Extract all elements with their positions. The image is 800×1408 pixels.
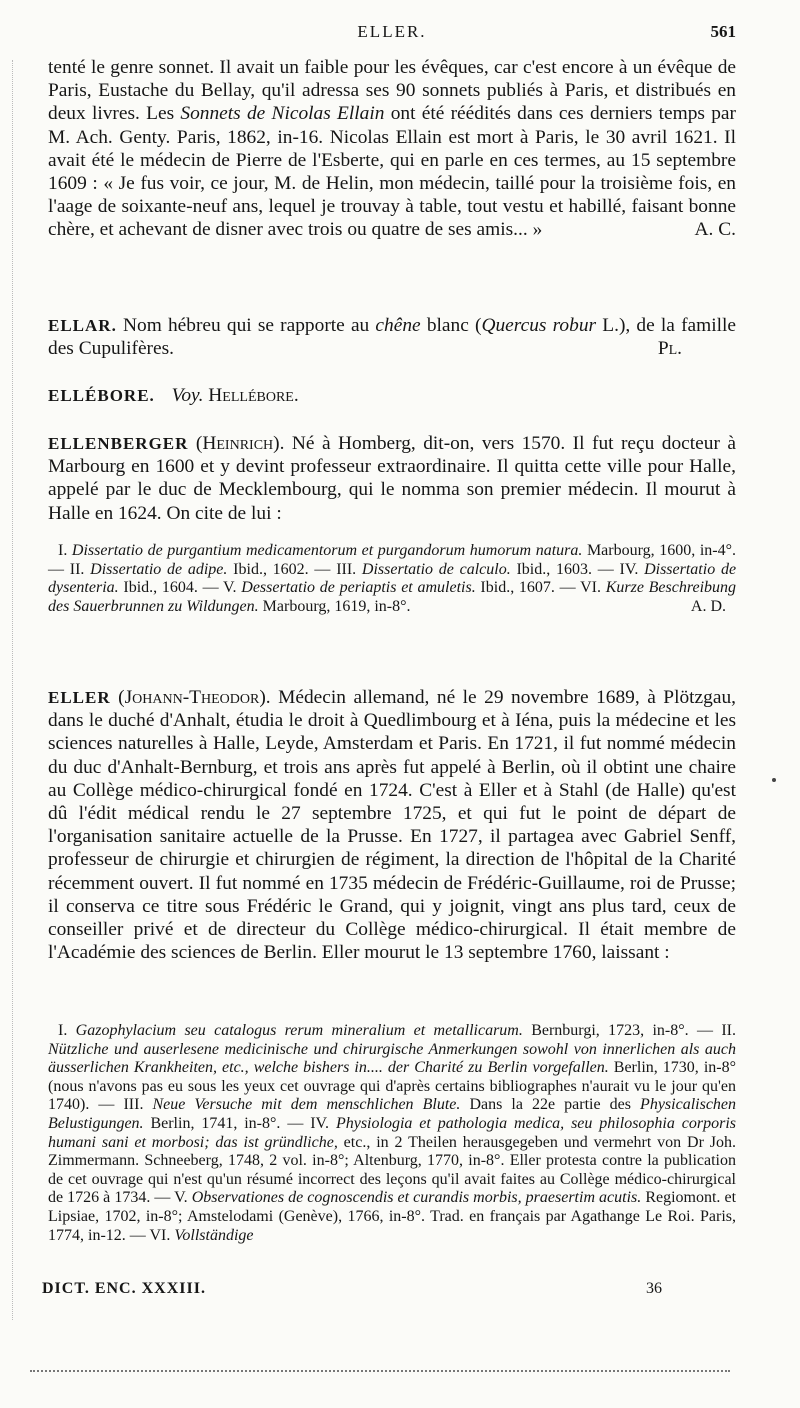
ellebore-ref: Hellébore. xyxy=(208,385,299,406)
eller-text: Médecin allemand, né le 29 novembre 1689, à Plötzgau, dans le duché d'Anhalt, étudia le droit à Quedlimbourg et à Iéna, puis la médecine et les sciences naturelles à Halle, Leyde, Amsterdam et Paris. En 1721, il fut nommé médecin du duc d'Anhalt-Bernburg, et trois ans après fut appelé à Berlin, où il obtint une chaire au Collège médico-chirurgical fondé en 1724. C'est à Eller et à Stahl (de Halle) qu'est dû l'édit médical rendu le 27 septembre 1725, et qui fut le point de départ de l'organisation sanitaire actuelle de la Prusse. En 1727, il partagea avec Gabriel Senff, professeur de chirurgie et chirurgien de régiment, la direction de l'hôpital de la Charité récemment ouvert. Il fut nommé en 1735 médecin de Frédéric-Guillaume, roi de Prusse; il conserva ce titre sous Frédéric le Grand, qui y joignit, vingt ans plus tard, ceux de conseiller privé et de directeur du Collège médico-chirurgical. Il était membre de l'Académie des sciences de Berlin. Eller mourut le 13 septembre 1760, laissant : xyxy=(48,687,736,964)
bib-rest: etc., in 2 Theilen herausgegeben und vermehrt von Dr Joh. Zimmermann. Schneeberg, 1748, 2 vol. in-8°; Altenburg, 1770, in-8°. Eller protesta contre la publication de cet ouvrage qui n'est qu'un résumé incorrect des leçons qu'il avait faites au Collège médico-chirurgical de 1726 à 1734. — xyxy=(48,1133,737,1207)
dotted-rule xyxy=(30,1370,730,1372)
intro-signature: A. C. xyxy=(694,219,736,241)
bib-num: I. xyxy=(58,542,72,559)
eller-name: (Johann-Theodor). xyxy=(118,687,271,708)
bib-num: VI. xyxy=(149,1226,175,1244)
bib-num: I. xyxy=(58,1022,76,1039)
bib-entry xyxy=(223,579,580,596)
bib-rest: Bernburgi, 1723, in-8°. — xyxy=(522,1022,722,1039)
bib-title: Dissertatio de calculo. xyxy=(361,560,511,578)
bib-title: Dissertatio de adipe. xyxy=(90,560,228,578)
bib-rest: Ibid., 1604. — xyxy=(118,579,224,597)
ellenberger-bibliography xyxy=(48,542,736,616)
bib-title: Dessertatio de periaptis et amuletis. xyxy=(241,579,476,597)
headword-eller: ELLER xyxy=(48,688,111,707)
bib-rest: Berlin, 1730, in-8° (nous n'avons pas eu sous les yeux cet ouvrage qui d'après certains bibliographes n'aurait vu le jour qu'en 1740). — xyxy=(48,1059,736,1114)
bib-title: Observationes de cognoscendis et curandis morbis, praesertim acutis. xyxy=(191,1189,642,1207)
running-head: ELLER. xyxy=(357,22,427,41)
bib-num: VI. xyxy=(580,579,606,597)
entry-ellar xyxy=(48,314,736,360)
bib-num: IV. xyxy=(619,560,645,578)
bib-num: III. xyxy=(336,560,362,578)
ellar-signature: Pl. xyxy=(657,338,682,360)
bib-title: Nützliche und auserlesene medicinische und chirurgische Anmerkungen sowohl von innerlichen als auch äusserlichen Krankheiten, etc., welche bishers in.... der Charité zu Berlin vorgefallen. xyxy=(48,1040,736,1077)
intro-italic-title: Sonnets de Nicolas Ellain xyxy=(180,103,385,125)
bib-rest: Ibid., 1602. — xyxy=(227,560,337,578)
bib-title: Gazophylacium seu catalogus rerum mineralium et metallicarum. xyxy=(75,1022,523,1039)
intro-text-after: ont été réédités dans ces derniers temps par M. Ach. Genty. Paris, 1862, in-16. Nicolas Ellain est mort à Paris, le 30 avril 1621. Il avait été le médecin de Pierre de l'Esberte, qui en parle en ces termes, au 15 septembre 1609 : « Je fus voir, ce jour, M. de Helin, mon médecin, taillé pour la troisième fois, en l'aage de soixante-neuf ans, lequel je trouvay à table, tout vestu et habillé, faisant bonne chère, et achevant de disner avec trois ou quatre de ses amis... » xyxy=(48,103,736,241)
bib-title: Dissertatio de purgantium medicamentorum et purgandorum humorum natura. xyxy=(71,542,583,559)
bib-num: III. xyxy=(123,1096,153,1114)
bib-entry xyxy=(149,1227,253,1244)
ellar-text-3: L.), de la famille des Cupulifères. xyxy=(48,315,736,360)
page-edge-shadow xyxy=(12,60,14,1320)
entry-ellebore xyxy=(48,384,736,407)
bib-rest: Ibid., 1603. — xyxy=(510,560,620,578)
ellenberger-signature: A. D. xyxy=(690,597,726,615)
bib-title: Physicalischen Belustigungen. xyxy=(48,1096,737,1132)
bib-num: IV. xyxy=(310,1114,336,1132)
ellebore-voy: Voy. xyxy=(171,385,204,406)
bib-title: Dissertatio de dysenteria. xyxy=(48,560,737,597)
running-header xyxy=(48,22,736,44)
headword-ellebore: ELLÉBORE. xyxy=(48,386,155,405)
signature-mark: DICT. ENC. XXXIII. xyxy=(42,1280,206,1297)
entry-ellenberger xyxy=(48,432,736,525)
bib-entry xyxy=(123,1096,640,1113)
bib-title: Neue Versuche mit dem menschlichen Blute. xyxy=(152,1096,461,1114)
entry-eller xyxy=(48,686,736,964)
headword-ellar: ELLAR. xyxy=(48,316,117,335)
intro-text-before: tenté le genre sonnet. Il avait un faible pour les évêques, car c'est encore à un évêque de Paris, Eustache du Bellay, qu'il adressa ses 90 sonnets publiés à Paris, et distribués en deux livres. Les xyxy=(48,57,736,125)
page-footer xyxy=(42,1280,662,1302)
bib-rest: Marbourg, 1600, in-4°. — xyxy=(48,542,736,578)
bib-title: Kurze Beschreibung des Sauerbrunnen zu Wildungen. xyxy=(48,579,737,615)
ellar-text-1: Nom hébreu qui se rapporte au xyxy=(116,315,376,336)
bib-rest: Marbourg, 1619, in-8°. xyxy=(258,597,411,615)
sheet-number: 36 xyxy=(646,1280,662,1297)
bib-num: V. xyxy=(223,579,242,597)
bib-rest: Dans la 22e partie des xyxy=(460,1096,641,1114)
ellenberger-text: Né à Homberg, dit-on, vers 1570. Il fut reçu docteur à Marbourg en 1600 et y devint professeur extraordinaire. Il quitta cette ville pour Halle, appelé par le duc de Mecklembourg, qui le nomma son premier médecin. Il mourut à Halle en 1624. On cite de lui : xyxy=(48,433,737,524)
bib-num: II. xyxy=(721,1022,736,1039)
bib-num: II. xyxy=(69,560,91,578)
bib-title: Vollständige xyxy=(174,1226,254,1244)
headword-ellenberger: ELLENBERGER xyxy=(48,434,189,453)
intro-paragraph xyxy=(48,56,736,242)
ellar-italic-1: chêne xyxy=(375,315,421,336)
bib-entry xyxy=(70,561,336,578)
bib-rest: Regiomont. et Lipsiae, 1702, in-8°; Amstelodami (Genève), 1766, in-8°. Trad. en français par Agathange Le Roi. Paris, 1774, in-12. — xyxy=(48,1189,737,1244)
ellenberger-name: (Heinrich). xyxy=(195,433,285,454)
dictionary-page xyxy=(48,0,736,1408)
bib-rest: Berlin, 1741, in-8°. — xyxy=(143,1114,311,1132)
ellar-italic-2: Quercus robur xyxy=(481,315,597,336)
bib-num: V. xyxy=(174,1189,192,1207)
page-number: 561 xyxy=(710,22,736,41)
bib-rest: Ibid., 1607. — xyxy=(475,579,581,597)
bib-entry xyxy=(58,1022,721,1039)
bib-entry xyxy=(336,561,619,578)
ellar-text-2: blanc ( xyxy=(420,315,482,336)
eller-bibliography xyxy=(48,1022,736,1245)
bib-title: Physiologia et pathologia medica, seu philosophia corporis humani sani et morbosi; das ist gründliche, xyxy=(48,1114,737,1151)
ink-spot xyxy=(772,778,776,782)
